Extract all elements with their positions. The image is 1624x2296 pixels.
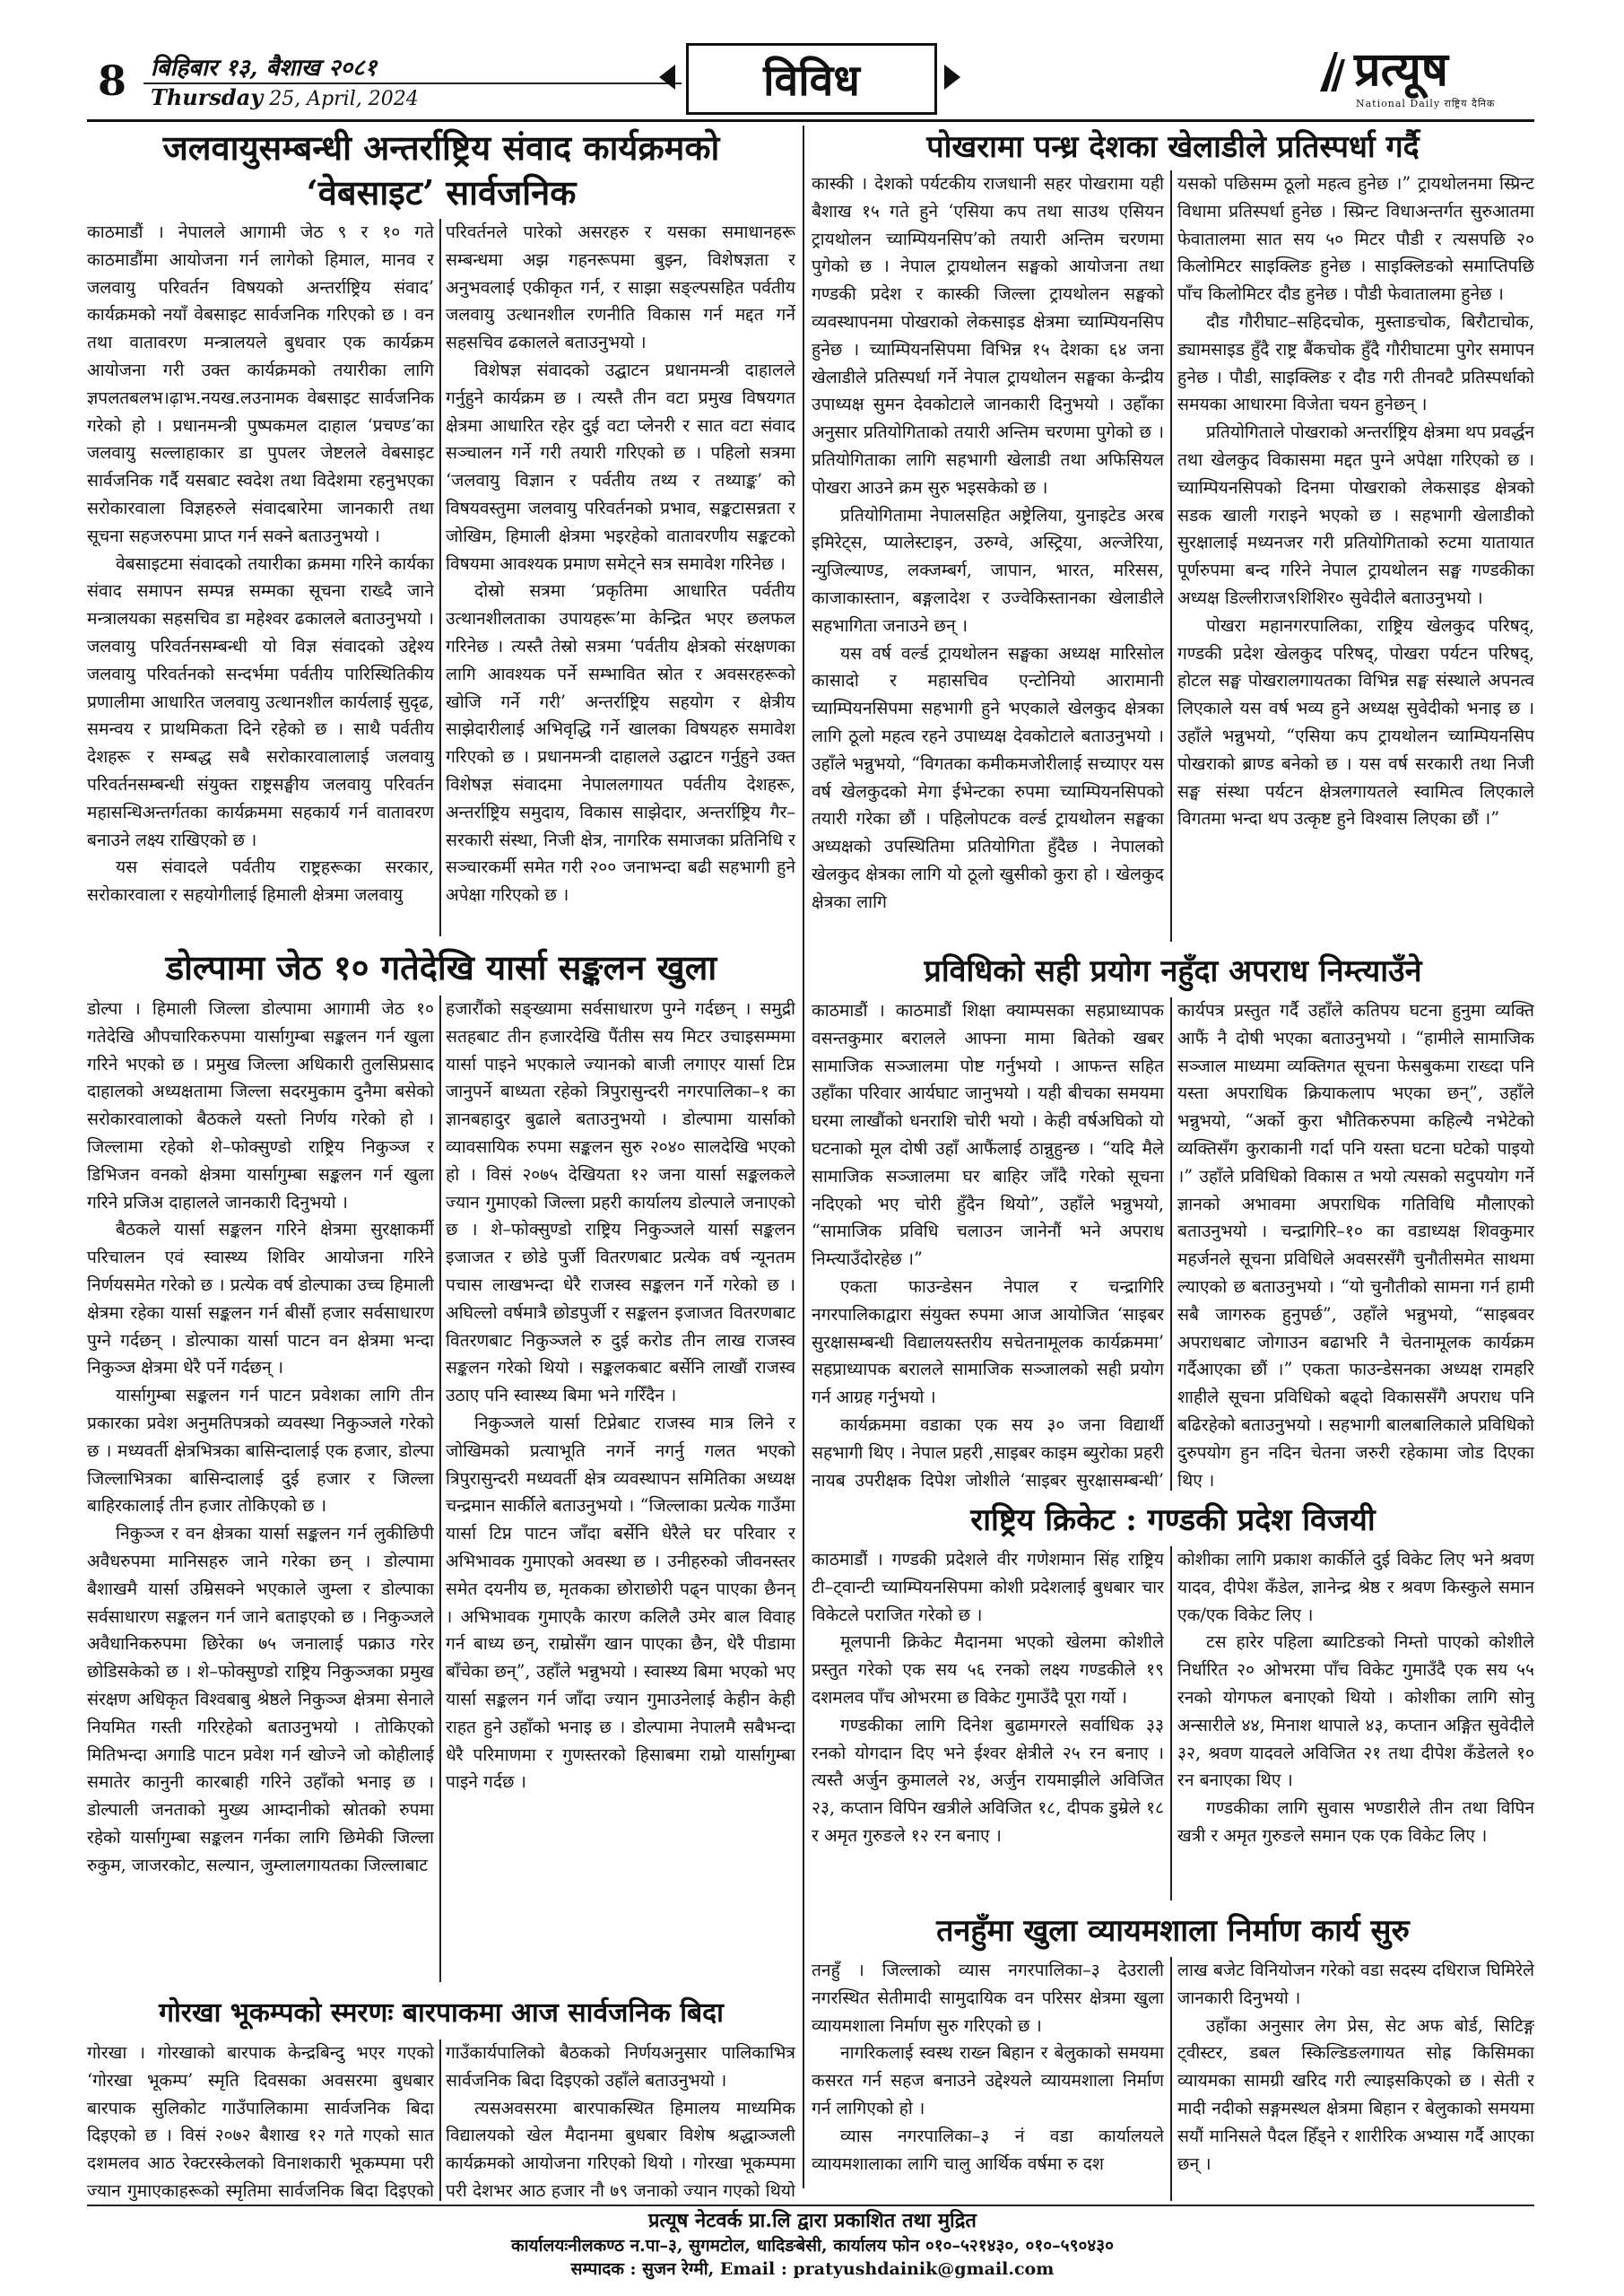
technology-paragraph: एकता फाउन्डेसन नेपाल र चन्द्रागिरि नगरपालिकाद्वारा संयुक्त रुपमा आज आयोजित ‘साइबर सुरक्षासम्बन्धी विद्यालयस्तरीय सचेतनामूलक कार्यक्रममा’ सहप्राध्यापक बरालले सामाजिक सञ्जालको सही प्रयोग गर्न आग्रह गर्नुभयो । (812, 1275, 1164, 1408)
date-english-value: 25, April, 2024 (269, 88, 419, 110)
climate-paragraph: दोस्रो सत्रमा ‘प्रकृतिमा आधारित पर्वतीय उत्थानशीलताका उपायहरू’मा केन्द्रित भएर छलफल गरिनेछ । त्यस्तै तेस्रो सत्रमा ‘पर्वतीय क्षेत्रको संरक्षणका लागि आवश्यक पर्ने सम्भावित स्रोत र अवसरहरूको खोजि गर्ने गरी’ अन्तर्राष्ट्रिय सहयोग र क्षेत्रीय साझेदारीलाई अभिवृद्धि गर्ने खालका विषयहरु समावेश गरिएको छ । प्रधानमन्त्री दाहालले उद्घाटन गर्नुहुने उक्त विशेषज्ञ संवादमा नेपाललगायत पर्वतीय देशहरू, अन्तर्राष्ट्रिय समुदाय, विकास साझेदार, अन्तर्राष्ट्रिय गैर–सरकारी संस्था, निजी क्षेत्र, नागरिक समाजका प्रतिनिधि र सञ्चारकर्मी समेत गरी २०० जनाभन्दा बढी सहभागी हुने अपेक्षा गरिएको छ । (446, 580, 795, 906)
tanahun-headline: तनहुँमा खुला व्यायमशाला निर्माण कार्य सुरु (936, 1913, 1410, 1949)
dolpa-column-1 (87, 996, 434, 1987)
tanahun-paragraph: लाख बजेट विनियोजन गरेको वडा सदस्य दधिराज घिमिरेले जानकारी दिनुभयो । (1177, 1960, 1534, 2008)
date-nepali: बिहिबार १३, बैशाख २०८१ (151, 55, 378, 82)
tanahun-paragraph: उहाँका अनुसार लेग प्रेस, सेट अफ बोर्ड, सिटिङ्ग ट्वीस्टर, डबल स्किल्डिङलगायत सोह्र किसिमका व्यायमका सामग्री खरिद गरी ल्याइसकिएको छ । सेती र मादी नदीको सङ्गमस्थल क्षेत्रमा बिहान र बेलुकाको समयमा सयौं मानिसले पैदल हिँड्ने र शारीरिक अभ्यास गर्दै आएका छन् । (1177, 2014, 1534, 2174)
tanahun-paragraph: तनहुँ । जिल्लाको व्यास नगरपालिका–३ देउराली नगरस्थित सेतीमादी सामुदायिक वन परिसर क्षेत्रमा खुला व्यायमशाला निर्माण सुरु गरिएको छ । (812, 1960, 1164, 2036)
technology-paragraph: कार्यपत्र प्रस्तुत गर्दै उहाँले कतिपय घटना हुनुमा व्यक्ति आफैं नै दोषी भएका बताउनुभयो । “हामीले सामाजिक सञ्जाल माध्यमा व्यक्तिगत सूचना फेसबुकमा राख्दा पनि यस्ता अपराधिक क्रियाकलाप भएका छन्”, उहाँले भन्नुभयो, “अर्को कुरा भौतिकरुपमा कहिल्यै नभेटेको व्यक्तिसँग कुराकानी गर्दा पनि यस्ता घटना घटेको पाइयो ।” उहाँले प्रविधिको विकास त भयो त्यसको सदुपयोग गर्ने ज्ञानको अभावमा अपराधिक गतिविधि मौलाएको बताउनुभयो । चन्द्रागिरि–१० का वडाध्यक्ष शिवकुमार महर्जनले सूचना प्रविधिले अवसरसँगै चुनौतीसमेत साथमा ल्याएको छ बताउनुभयो । “यो चुनौतीको सामना गर्न हामी सबै जागरुक हुनुपर्छ”, उहाँले भन्नुभयो, “साइबवर अपराधबाट जोगाउन बढाभरि नै चेतनामूलक कार्यक्रम गर्दैआएका छौं ।” एकता फाउन्डेसनका अध्यक्ष रामहरि शाहीले सूचना प्रविधिको बढ्दो विकाससँगै अपराध पनि बढिरहेको बताउनुभयो । सहभागी बालबालिकाले प्रविधिको दुरुपयोग हुन नदिन चेतना जरुरी रहेकामा जोड दिएका थिए । (1177, 1000, 1534, 1491)
cricket-paragraph: मूलपानी क्रिकेट मैदानमा भएको खेलमा कोशीले प्रस्तुत गरेको एक सय ५६ रनको लक्ष्य गण्डकीले १९ दशमलव पाँच ओभरमा छ विकेट गुमाउँदै पूरा गर्यो । (812, 1631, 1164, 1708)
column-divider (1170, 1957, 1172, 2201)
arrow-right-icon (944, 65, 960, 90)
gorkha-column-2 (446, 2039, 795, 2206)
dolpa-paragraph: निकुञ्ज र वन क्षेत्रका यार्सा सङ्कलन गर्न लुकीछिपी अवैधरुपमा मानिसहरु जाने गरेका छन् । डोल्पामा बैशाखमै यार्सा उम्रिसक्ने भएकाले जुम्ला र डोल्पाका सर्वसाधारण सङ्कलन गर्न जाने बताइएको छ । निकुञ्जले अवैधानिकरुपमा छिरेका ७५ जनालाई पक्राउ गरेर छोडिसकेको छ । शे–फोक्सुण्डो राष्ट्रिय निकुञ्जका प्रमुख संरक्षण अधिकृत विश्वबाबु श्रेष्ठले निकुञ्ज क्षेत्रमा सेनाले नियमित गस्ती गरिरहेको बताउनुभयो । तोकिएको मितिभन्दा अगाडि पाटन प्रवेश गर्न खोज्ने जो कोहीलाई समातेर कानुनी कारबाही गरिने उहाँको भनाइ छ । डोल्पाली जनताको मुख्य आम्दानीको स्रोतको रुपमा रहेको यार्सागुम्बा सङ्कलन गर्नका लागि छिमेकी जिल्ला रुकुम, जाजरकोट, सल्यान, जुम्लालगायतका जिल्लाबाट (87, 1523, 434, 1875)
center-column-divider (803, 126, 804, 2188)
pokhara-paragraph: पोखरा महानगरपालिका, राष्ट्रिय खेलकुद परिषद्, गण्डकी प्रदेश खेलकुद परिषद्, पोखरा पर्यटन परिषद्, होटल सङ्घ पोखरालगायतका विभिन्न सङ्घ संस्थाले अपनत्व लिएकाले यस वर्ष भव्य हुने अध्यक्ष सुवेदीको भनाइ छ । उहाँले भन्नुभयो, “एसिया कप ट्रायथोलन च्याम्पियनसिप पोखराको ब्राण्ड बनेको छ । यस वर्ष सरकारी तथा निजी सङ्घ संस्था पर्यटन क्षेत्रलगायतले स्वामित्व लिएकाले विगतमा भन्दा थप उत्कृष्ट हुने विश्वास लिएका छौं ।” (1177, 614, 1534, 830)
dolpa-paragraph: डोल्पा । हिमाली जिल्ला डोल्पामा आगामी जेठ १० गतेदेखि औपचारिकरुपमा यार्सागुम्बा सङ्कलन गर्न खुला गरिने भएको छ । प्रमुख जिल्ला अधिकारी तुलसिप्रसाद दाहालको अध्यक्षतामा जिल्ला सदरमुकाम दुनैमा बसेको सरोकारवालाको बैठकले यस्तो निर्णय गरेको हो । जिल्लामा रहेको शे–फोक्सुण्डो राष्ट्रिय निकुञ्ज र डिभिजन वनको क्षेत्रमा यार्सागुम्बा सङ्कलन गर्न खुला गरिने प्रजिअ दाहालले जानकारी दिनुभयो । (87, 998, 434, 1213)
pokhara-paragraph: दौड गौरीघाट–सहिदचोक, मुस्ताङचोक, बिरौटाचोक, ड्यामसाइड हुँदै राष्ट्र बैंकचोक हुँदै गौरीघाटमा पुगेर समापन हुनेछ । पौडी, साइक्लिङ र दौड गरी तीनवटै प्रतिस्पर्धाको समयका आधारमा विजेता चयन हुनेछन् । (1177, 310, 1534, 415)
climate-paragraph: काठमाडौं । नेपालले आगामी जेठ ९ र १० गते काठमाडौंमा आयोजना गर्न लागेको हिमाल, मानव र जलवायु परिवर्तन विषयको अन्तर्राष्ट्रिय संवाद’ कार्यक्रमको नयाँ वेबसाइट सार्वजनिक गरिएको छ । वन तथा वातावरण मन्त्रालयले बुधवार एक कार्यक्रम आयोजना गरी उक्त कार्यक्रमको तयारीका लागि ज्ञपलतबलभ।ढ़ाभ.नयख.लउनामक वेबसाइट सार्वजनिक गरेको हो । प्रधानमन्त्री पुष्पकमल दाहाल ‘प्रचण्ड’का जलवायु सल्लाहाकार डा पुपलर जेष्टलले वेबसाइट सार्वजनिक गर्दै यसबाट स्वदेश तथा विदेशमा रहनुभएका सरोकारवाला विज्ञहरुले संवादबारेमा जानकारी तथा सूचना सहजरुपमा प्राप्त गर्न सक्ने बताउनुभयो । (87, 222, 434, 546)
column-divider (1170, 997, 1172, 1491)
pokhara-paragraph: यस वर्ष वर्ल्ड ट्रायथोलन सङ्घका अध्यक्ष मारिसोल कासादो र महासचिव एन्टोनियो आरामानी च्याम्पियनसिपमा सहभागी हुने भएकाले खेलकुद क्षेत्रका लागि ठूलो महत्व रहने उपाध्यक्ष देवकोटाले बताउनुभयो । उहाँले भन्नुभयो, “विगतका कमीकमजोरीलाई सच्याएर यस वर्ष खेलकुदको मेगा ईभेन्टका रुपमा च्याम्पियनसिपको तयारी गरेका छौं । पहिलोपटक वर्ल्ड ट्रायथोलन सङ्घका अध्यक्षको उपस्थितिमा प्रतियोगिता हुँदैछ । नेपालको खेलकुद क्षेत्रका लागि यो ठूलो खुसीको कुरा हो । खेलकुद क्षेत्रका लागि (812, 642, 1164, 912)
tanahun-paragraph: नागरिकलाई स्वस्थ राख्न बिहान र बेलुकाको समयमा कसरत गर्न सहज बनाउने उद्देश्यले व्यायमशाला निर्माण गर्न लागिएको हो । (812, 2042, 1164, 2118)
climate-paragraph: वेबसाइटमा संवादको तयारीका क्रममा गरिने कार्यका संवाद समापन सम्पन्न सम्मका सूचना राख्दै जाने मन्त्रालयका सहसचिव डा महेश्वर ढकालले बताउनुभयो । जलवायु परिवर्तनसम्बन्धी यो विज्ञ संवादको उद्देश्य जलवायु परिवर्तनको सन्दर्भमा पर्वतीय पारिस्थितिकीय प्रणालीमा आधारित जलवायु उत्थानशील कार्यलाई सुदृढ, समन्वय र प्राथमिकता दिने रहेको छ । साथै पर्वतीय देशहरू र सम्बद्ध सबै सरोकारवालालाई जलवायु परिवर्तनसम्बन्धी संयुक्त राष्ट्रसङ्घीय जलवायु परिवर्तन महासन्धिअन्तर्गतका कार्यक्रममा सहकार्य गर्न वातावरण बनाउने लक्ष्य राखिएको छ । (87, 552, 434, 850)
cricket-paragraph: कोशीका लागि प्रकाश कार्कीले दुई विकेट लिए भने श्रवण यादव, दीपेश कँडेल, ज्ञानेन्द्र श्रेष्ठ र श्रवण किस्कुले समान एक/एक विकेट लिए । (1177, 1549, 1534, 1625)
climate-headline-2: ‘वेबसाइट’ सार्वजनिक (306, 172, 577, 213)
logo-tag-english: National Daily (1356, 98, 1441, 109)
dolpa-column-2 (446, 996, 795, 1987)
climate-column-2 (446, 219, 795, 941)
cricket-headline: राष्ट्रिय क्रिकेट : गण्डकी प्रदेश विजयी (970, 1502, 1376, 1538)
pokhara-headline: पोखरामा पन्ध्र देशका खेलाडीले प्रतिस्पर्धा गर्दै (926, 129, 1420, 165)
column-divider (439, 996, 441, 1982)
pokhara-column-2 (1177, 170, 1534, 947)
pokhara-paragraph: प्रतियोगिताले पोखराको अन्तर्राष्ट्रिय क्षेत्रमा थप प्रवर्द्धन तथा खेलकुद विकासमा मद्दत पुग्ने अपेक्षा गरिएको छ । च्याम्पियनसिपको दिनमा पोखराको लेकसाइड क्षेत्रको सडक खाली गराइने भएको छ । सहभागी खेलाडीको सुरक्षालाई मध्यनजर गरी प्रतियोगिताको रुटमा यातायात पूर्णरुपमा बन्द गरिने नेपाल ट्रायथोलन सङ्घ गण्डकीका अध्यक्ष डिल्लीराज९शिशिर० सुवेदीले बताउनुभयो । (1177, 422, 1534, 608)
cricket-column-1 (812, 1546, 1164, 1905)
masthead (0, 0, 1624, 126)
logo-tagline (1318, 97, 1533, 110)
section-title-box (686, 43, 937, 115)
cricket-paragraph: गण्डकीका लागि सुवास भण्डारीले तीन तथा विपिन खत्री र अमृत गुरुङले समान एक एक विकेट लिए । (1177, 1797, 1534, 1846)
logo-name: प्रत्यूष (1354, 42, 1448, 97)
technology-paragraph: काठमाडौं । काठमाडौं शिक्षा क्याम्पसका सहप्राध्यापक वसन्तकुमार बरालले आफ्ना मामा बितेको खबर सामाजिक सञ्जालमा पोष्ट गर्नुभयो । आफन्त सहित उहाँका परिवार आर्यघाट जानुभयो । यही बीचका समयमा घरमा लाखौंको धनराशि चोरी भयो । केही वर्षअघिको यो घटनाको मूल दोषी उहाँ आफैंलाई ठान्नुहुन्छ । “यदि मैले सामाजिक सञ्जालमा घर बाहिर जाँदै गरेको सूचना नदिएको भए चोरी हुँदैन थियो”, उहाँले भन्नुभयो, “सामाजिक प्रविधि चलाउन जानेनौं भने अपराध निम्त्याउँदोरहेछ ।” (812, 1000, 1164, 1270)
pokhara-paragraph: कास्की । देशको पर्यटकीय राजधानी सहर पोखरामा यही बैशाख १५ गते हुने ‘एसिया कप तथा साउथ एसियन ट्रायथोलन च्याम्पियनसिप’को तयारी अन्तिम चरणमा पुगेको छ । नेपाल ट्रायथोलन सङ्घको आयोजना तथा गण्डकी प्रदेश र कास्की जिल्ला ट्रायथोलन सङ्घको व्यवस्थापनमा पोखराको लेकसाइड क्षेत्रमा च्याम्पियनसिप हुनेछ । च्याम्पियनसिपमा विभिन्न १५ देशका ६४ जना खेलाडीले प्रतिस्पर्धा गर्ने नेपाल ट्रायथोलन सङ्घका केन्द्रीय उपाध्यक्ष सुमन देवकोटाले जानकारी दिनुभयो । उहाँका अनुसार प्रतियोगिताको तयारी अन्तिम चरणमा पुगेको छ । प्रतियोगिताका लागि सहभागी खेलाडी तथा अफिसियल पोखरा आउने क्रम सुरु भइसकेको छ । (812, 173, 1164, 498)
column-divider (439, 2039, 441, 2201)
office-address-line: कार्यालयःनीलकण्ठ न.पा–३, सुगमटोल, धादिङबेसी, कार्यालय फोन ०१०–५२१४३०, ०१०–५९०४३० (511, 2236, 1114, 2256)
gorkha-paragraph: गाउँकार्यपालिको बैठकको निर्णयअनुसार पालिकाभित्र सार्वजनिक बिदा दिइएको उहाँले बताउनुभयो । (446, 2042, 795, 2091)
section-title: विविध (763, 55, 860, 106)
gorkha-paragraph: त्यसअवसरमा बारपाकस्थित हिमालय माध्यमिक विद्यालयको खेल मैदानमा बुधबार विशेष श्रद्धाञ्जली कार्यक्रमको आयोजना गरिएको थियो । गोरखा भूकम्पमा परी देशभर आठ हजार नौ ७९ जनाको ज्यान गएको थियो (446, 2097, 795, 2201)
pokhara-paragraph: यसको पछिसम्म ठूलो महत्व हुनेछ ।” ट्रायथोलनमा स्प्रिन्ट विधामा प्रतिस्पर्धा हुनेछ । स्प्रिन्ट विधाअन्तर्गत सुरुआतमा फेवातालमा सात सय ५० मिटर पौडी र त्यसपछि २० किलोमिटर साइक्लिङ हुनेछ । साइक्लिङको समाप्तिपछि पाँच किलोमिटर दौड हुनेछ । पौडी फेवातालमा हुनेछ । (1177, 173, 1534, 305)
climate-column-1 (87, 219, 434, 941)
cricket-paragraph: काठमाडौं । गण्डकी प्रदेशले वीर गणेशमान सिंह राष्ट्रिय टी–ट्वान्टी च्याम्पियनसिपमा कोशी प्रदेशलाई बुधबार चार विकेटले पराजित गरेको छ । (812, 1549, 1164, 1625)
technology-headline: प्रविधिको सही प्रयोग नहुँदा अपराध निम्त्याउँने (924, 953, 1422, 989)
technology-column-1 (812, 997, 1164, 1495)
logo-mark-icon (1318, 48, 1352, 93)
column-divider (439, 219, 441, 936)
climate-paragraph: यस संवादले पर्वतीय राष्ट्रहरूका सरकार, सरोकारवाला र सहयोगीलाई हिमाली क्षेत्रमा जलवायु (87, 857, 434, 906)
gorkha-headline: गोरखा भूकम्पको स्मरणः बारपाकमा आज सार्वजनिक बिदा (159, 1997, 724, 2029)
dolpa-paragraph: हजारौंको सङ्ख्यामा सर्वसाधारण पुग्ने गर्दछन् । समुद्री सतहबाट तीन हजारदेखि पैंतीस सय मिटर उचाइसम्ममा यार्सा पाइने भएकाले ज्यानको बाजी लगाएर यार्सा टिप्न जानुपर्ने बाध्यता रहेको त्रिपुरासुन्दरी नगरपालिका–१ का ज्ञानबहादुर बुढाले बताउनुभयो । डोल्पामा यार्साको व्यावसायिक रुपमा सङ्कलन सुरु २०४० सालदेखि भएको हो । विसं २०७५ देखियता १२ जना यार्सा सङ्कलकले ज्यान गुमाएको जिल्ला प्रहरी कार्यालय डोल्पाले जनाएको छ । शे–फोक्सुण्डो राष्ट्रिय निकुञ्जले यार्सा सङ्कलन इजाजत र छोडे पुर्जी वितरणबाट प्रत्येक वर्ष न्यूनतम पचास लाखभन्दा धेरै राजस्व सङ्कलन गर्ने गरेको छ । अघिल्लो वर्षमात्रै छोडपुर्जी र सङ्कलन इजाजत वितरणबाट वितरणबाट निकुञ्जले रु दुई करोड तीन लाख राजस्व सङ्कलन गरेको थियो । सङ्कलकबाट बर्सेनि लाखौं राजस्व उठाए पनि स्वास्थ्य बिमा भने गरिँदैन । (446, 998, 795, 1406)
masthead-rule (87, 119, 1534, 122)
gorkha-column-1 (87, 2039, 434, 2206)
climate-paragraph: विशेषज्ञ संवादको उद्घाटन प्रधानमन्त्री दाहालले गर्नुहुने कार्यक्रम छ । त्यस्तै तीन वटा प्रमुख विषयगत क्षेत्रमा आधारित रहेर दुई वटा प्लेनरी र सात वटा संवाद सञ्चालन गर्ने गरी तयारी गरिएको छ । पहिलो सत्रमा ‘जलवायु विज्ञान र पर्वतीय तथ्य र तथ्याङ्क’ को विषयवस्तुमा जलवायु परिवर्तनको प्रभाव, सङ्कटासन्नता र जोखिम, हिमाली क्षेत्रमा भइरहेको वातावरणीय सङ्कटको विषयमा आवश्यक प्रमाण समेट्ने सत्र समावेश गरिनेछ । (446, 359, 795, 574)
technology-column-2 (1177, 997, 1534, 1495)
imprint-footer (454, 2206, 1171, 2296)
pokhara-paragraph: प्रतियोगितामा नेपालसहित अष्ट्रेलिया, युनाइटेड अरब इमिरेट्स, प्यालेस्टाइन, उरुग्वे, अस्ट्रिया, अल्जेरिया, न्युजिल्याण्ड, लक्जम्बर्ग, जापान, भारत, मरिसस, काजाकास्तान, बङ्गलादेश र उज्वेकिस्तानका खेलाडीले सहभागिता जनाउने छन् । (812, 504, 1164, 636)
publisher-line: प्रत्यूष नेटवर्क प्रा.लि द्वारा प्रकाशित तथा मुद्रित (648, 2209, 977, 2232)
dolpa-headline: डोल्पामा जेठ १० गतेदेखि यार्सा सङ्कलन खुला (165, 947, 717, 987)
tanahun-column-2 (1177, 1957, 1534, 2206)
weekday-english: Thursday (151, 84, 264, 110)
technology-paragraph: कार्यक्रममा वडाका एक सय ३० जना विद्यार्थी सहभागी थिए । नेपाल प्रहरी ,साइबर काइम ब्युरोका प्रहरी नायब उपरीक्षक दिपेश जोशीले ‘साइबर सुरक्षासम्बन्धी’ (812, 1413, 1164, 1491)
cricket-paragraph: गण्डकीका लागि दिनेश बुढामगरले सर्वाधिक ३३ रनको योगदान दिए भने ईश्वर क्षेत्रीले २५ रन बनाए । त्यस्तै अर्जुन कुमालले २४, अर्जुन रायमाझीले अविजित २३, कप्तान विपिन खत्रीले अविजित १८, दीपक डुम्रेले १८ र अमृत गुरुङले १२ रन बनाए । (812, 1714, 1164, 1846)
dolpa-paragraph: यार्सागुम्बा सङ्कलन गर्न पाटन प्रवेशका लागि तीन प्रकारका प्रवेश अनुमतिपत्रको व्यवस्था निकुञ्जले गरेको छ । मध्यवर्ती क्षेत्रभित्रका बासिन्दालाई एक हजार, डोल्पा जिल्लाभित्रका बासिन्दालाई दुई हजार र जिल्ला बाहिरकालाई तीन हजार तोकिएको छ । (87, 1385, 434, 1517)
newspaper-logo (1318, 43, 1533, 113)
pokhara-column-1 (812, 170, 1164, 947)
dolpa-paragraph: निकुञ्जले यार्सा टिप्नेबाट राजस्व मात्र लिने र जोखिमको प्रत्याभूति नगर्ने नगर्नु गलत भएको त्रिपुरासुन्दरी मध्यवर्ती क्षेत्र व्यवस्थापन समितिका अध्यक्ष चन्द्रमान सार्कीले बताउनुभयो । “जिल्लाका प्रत्येक गाउँमा यार्सा टिप्न पाटन जाँदा बर्सेनि धेरैले घर परिवार र अभिभावक गुमाएको अवस्था छ । उनीहरुको जीवनस्तर समेत दयनीय छ, मृतकका छोराछोरी पढ्न पाएका छैनन् । अभिभावक गुमाएकै कारण कलिलै उमेर बाल विवाह गर्न बाध्य छन्, राम्रोसँग खान पाएका छैन, धेरै पीडामा बाँचेका छन्”, उहाँले भन्नुभयो । स्वास्थ्य बिमा भएको भए यार्सा सङ्कलन गर्न जाँदा ज्यान गुमाउनेलाई केहीन केही राहत हुने उहाँको भनाइ छ । डोल्पामा नेपालमै सबैभन्दा धेरै परिमाणमा र गुणस्तरको हिसाबमा राम्रो यार्सागुम्बा पाइने गर्दछ । (446, 1412, 795, 1793)
dolpa-paragraph: बैठकले यार्सा सङ्कलन गरिने क्षेत्रमा सुरक्षाकर्मी परिचालन एवं स्वास्थ्य शिविर आयोजना गरिने निर्णयसमेत गरेको छ । प्रत्येक वर्ष डोल्पाका उच्च हिमाली क्षेत्रमा रहेका यार्सा सङ्कलन गर्न बीसौं हजार सर्वसाधारण पुग्ने गर्दछन् । डोल्पाका यार्सा पाटन वन क्षेत्रमा भन्दा निकुञ्ज क्षेत्रमा धेरै पर्ने गर्दछन् । (87, 1219, 434, 1378)
cricket-paragraph: टस हारेर पहिला ब्याटिङको निम्तो पाएको कोशीले निर्धारित २० ओभरमा पाँच विकेट गुमाउँदै एक सय ५५ रनको योगफल बनाएको थियो । कोशीका लागि सोनु अन्सारीले ४४, मिनाश थापाले ४३, कप्तान अङ्गित सुवेदीले ३२, श्रवण यादवले अविजित २१ तथा दीपेश कँडेलले १० रन बनाएका थिए । (1177, 1631, 1534, 1791)
column-divider (1170, 170, 1172, 942)
climate-paragraph: परिवर्तनले पारेको असरहरु र यसका समाधानहरू सम्बन्धमा अझ गहनरूपमा बुझ्न, विशेषज्ञता र अनुभवलाई एकीकृत गर्न, र साझा सङ्ल्पसहित पर्वतीय जलवायु उत्थानशील रणनीति विकास गर्न मद्दत गर्ने सहसचिव ढकालले बताउनुभयो । (446, 222, 795, 353)
gorkha-paragraph: गोरखा । गोरखाको बारपाक केन्द्रबिन्दु भएर गएको ‘गोरखा भूकम्प’ स्मृति दिवसका अवसरमा बुधबार बारपाक सुलिकोट गाउँपालिकामा सार्वजनिक बिदा दिइएको छ । विसं २०७२ बैशाख १२ गते गएको सात दशमलव आठ रेक्टरस्केलको विनाशकारी भूकम्पमा परी ज्यान गुमाएकाहरूको स्मृतिमा सार्वजनिक बिदा दिइएको (87, 2042, 434, 2201)
page-number: 8 (97, 57, 126, 105)
column-divider (1170, 1546, 1172, 1900)
tanahun-paragraph: व्यास नगरपालिका–३ नं वडा कार्यालयले व्यायमशालाका लागि चालु आर्थिक वर्षमा रु दश (812, 2125, 1164, 2174)
date-english (151, 84, 419, 110)
arrow-left-icon (659, 65, 675, 90)
tanahun-column-1 (812, 1957, 1164, 2206)
logo-tag-nepali: राष्ट्रिय दैनिक (1444, 98, 1496, 109)
cricket-column-2 (1177, 1546, 1534, 1905)
climate-headline-1: जलवायुसम्बन्धी अन्तर्राष्ट्रिय संवाद कार्यक्रमको (162, 127, 720, 168)
editor-email-line: सम्पादक : सुजन रेग्मी, Email : pratyushdainik@gmail.com (570, 2259, 1055, 2279)
